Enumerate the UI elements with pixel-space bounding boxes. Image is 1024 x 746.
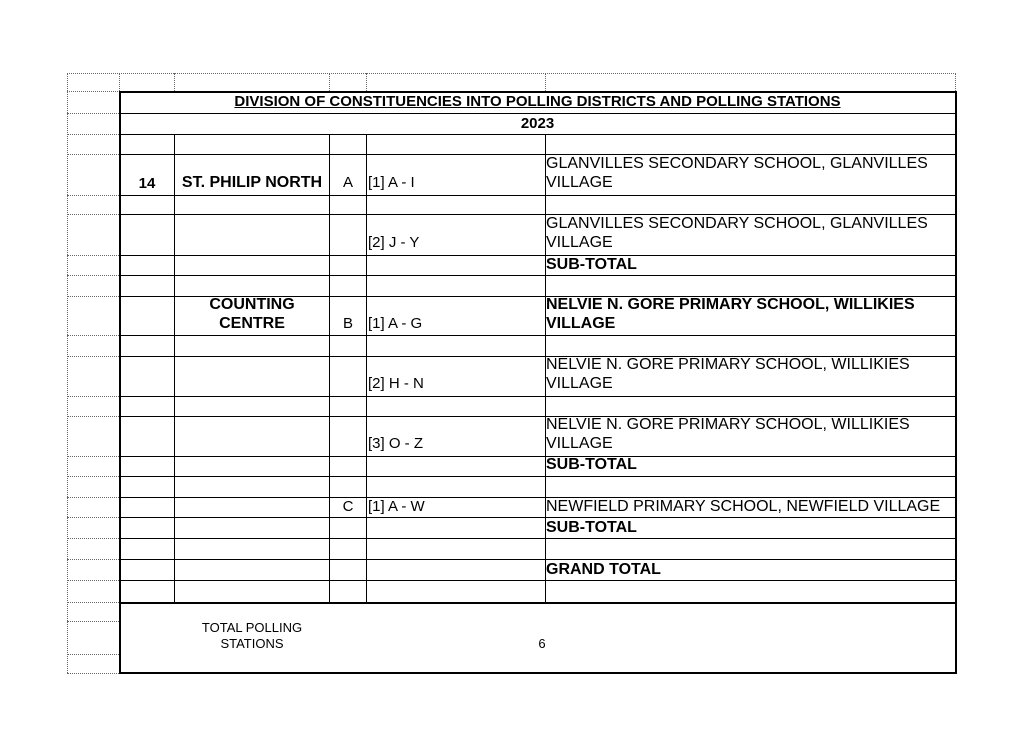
row-line	[120, 456, 956, 457]
column-line	[366, 134, 367, 602]
table-border	[119, 602, 957, 604]
grid-line	[174, 73, 175, 91]
table-border	[955, 91, 957, 674]
station-location: VILLAGE	[546, 234, 613, 251]
station-location: VILLAGE	[546, 435, 613, 452]
grid-line	[67, 335, 119, 336]
station-location: NELVIE N. GORE PRIMARY SCHOOL, WILLIKIES	[546, 296, 915, 313]
station-range: [1] A - I	[368, 174, 415, 191]
station-range: [2] J - Y	[368, 234, 420, 251]
row-line	[120, 580, 956, 581]
station-location: VILLAGE	[546, 375, 613, 392]
grid-line	[67, 538, 119, 539]
grid-line	[67, 580, 119, 581]
grid-line	[67, 195, 119, 196]
row-line	[120, 335, 956, 336]
grid-line	[67, 275, 119, 276]
station-location: VILLAGE	[546, 315, 616, 332]
station-range: [1] A - W	[368, 498, 425, 515]
station-location: GLANVILLES SECONDARY SCHOOL, GLANVILLES	[546, 215, 928, 232]
column-line	[174, 134, 175, 602]
total-polling-stations-label: TOTAL POLLING	[201, 620, 303, 635]
grid-line	[67, 654, 119, 655]
grid-line	[67, 517, 119, 518]
table-border	[119, 672, 957, 674]
district-letter: B	[342, 315, 353, 332]
page-year: 2023	[520, 115, 555, 132]
grid-line	[955, 73, 956, 91]
subtotal-label: SUB-TOTAL	[546, 256, 637, 273]
counting-centre-label: COUNTING	[209, 296, 295, 313]
grand-total-label: GRAND TOTAL	[546, 561, 661, 578]
grid-line	[119, 73, 120, 91]
row-line	[120, 559, 956, 560]
row-line	[120, 275, 956, 276]
page-title: DIVISION OF CONSTITUENCIES INTO POLLING DISTRICTS AND POLLING STATIONS	[234, 93, 841, 110]
subtotal-label: SUB-TOTAL	[546, 519, 637, 536]
row-line	[120, 255, 956, 256]
constituency-number: 14	[138, 175, 156, 192]
station-location: NEWFIELD PRIMARY SCHOOL, NEWFIELD VILLAGE	[546, 498, 941, 515]
district-letter: C	[342, 498, 354, 515]
column-line	[329, 134, 330, 602]
total-polling-stations-label: STATIONS	[220, 636, 284, 651]
station-location: VILLAGE	[546, 174, 613, 191]
grid-line	[67, 456, 119, 457]
station-location: NELVIE N. GORE PRIMARY SCHOOL, WILLIKIES	[546, 356, 910, 373]
grid-line	[67, 559, 119, 560]
district-letter: A	[342, 174, 353, 191]
station-range: [1] A - G	[368, 315, 423, 332]
grid-line	[67, 673, 119, 674]
station-range: [3] O - Z	[368, 435, 424, 452]
row-line	[120, 195, 956, 196]
row-line	[120, 396, 956, 397]
row-line	[120, 134, 956, 135]
row-line	[120, 476, 956, 477]
grid-line	[67, 255, 119, 256]
row-line	[120, 538, 956, 539]
row-line	[120, 517, 956, 518]
grid-line	[67, 356, 119, 357]
grid-line	[545, 73, 546, 91]
grid-line	[329, 73, 330, 91]
total-polling-stations-value: 6	[538, 636, 546, 651]
constituency-name: ST. PHILIP NORTH	[181, 174, 323, 191]
grid-line	[67, 416, 119, 417]
grid-line	[67, 497, 119, 498]
counting-centre-label: CENTRE	[219, 315, 285, 332]
grid-line	[366, 73, 367, 91]
grid-line	[67, 73, 956, 74]
station-range: [2] H - N	[368, 375, 424, 392]
grid-line	[67, 602, 119, 603]
grid-line	[67, 296, 119, 297]
station-location: NELVIE N. GORE PRIMARY SCHOOL, WILLIKIES	[546, 416, 910, 433]
station-location: GLANVILLES SECONDARY SCHOOL, GLANVILLES	[546, 155, 928, 172]
grid-line	[67, 154, 119, 155]
grid-line	[67, 73, 68, 673]
subtotal-label: SUB-TOTAL	[546, 456, 637, 473]
grid-line	[67, 214, 119, 215]
grid-line	[67, 476, 119, 477]
grid-line	[67, 621, 119, 622]
grid-line	[67, 113, 119, 114]
grid-line	[67, 396, 119, 397]
grid-line	[67, 134, 119, 135]
